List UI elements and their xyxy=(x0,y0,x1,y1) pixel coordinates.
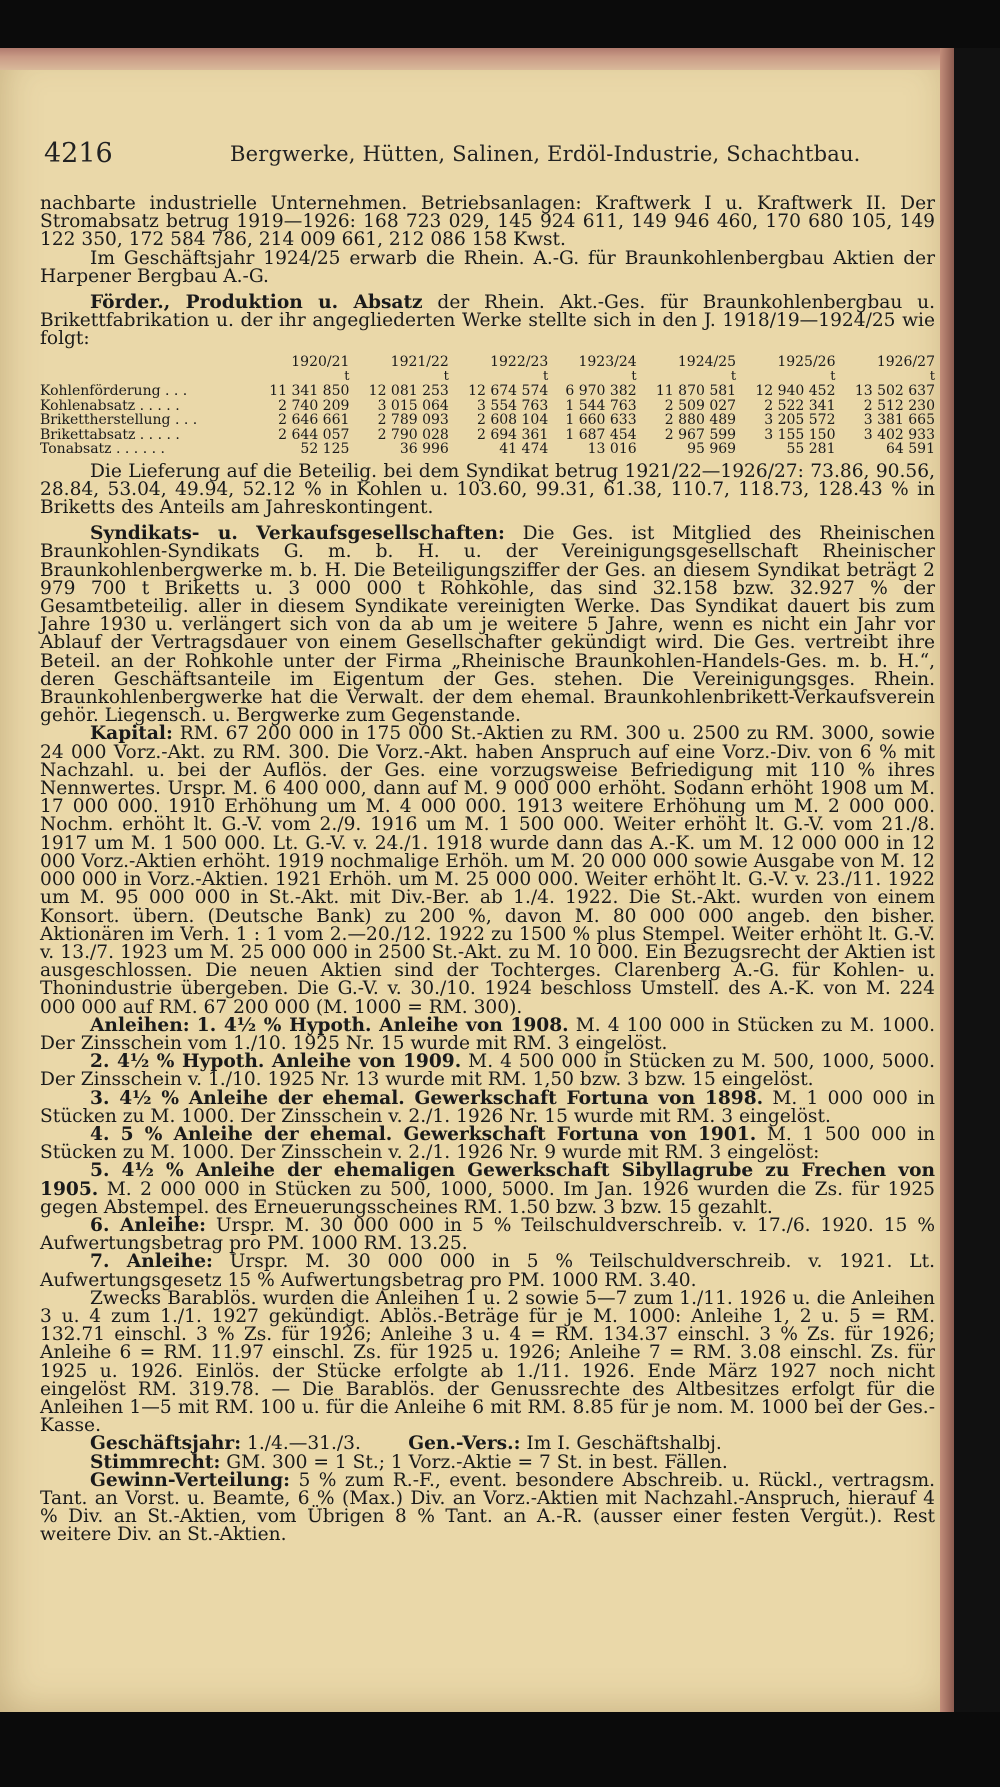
table-cell: 1 687 454 xyxy=(565,426,637,443)
gewinn-paragraph xyxy=(40,1469,935,1546)
table-cell: 13 016 xyxy=(587,441,637,458)
table-cell: 52 125 xyxy=(300,441,350,458)
kapital-text: RM. 67 200 000 in 175 000 St.-Aktien zu RM. 300 u. 2500 zu RM. 3000, sowie 24 000 Vorz.-Akt. zu RM. 300. Die Vorz.-Akt. haben Anspruch auf eine Vorz.-Div. von 6 % mit Nachzahl. u. bei der Auflös. der Ges. eine vorzugsweise Befriedigung mit 110 % ihres Nennwertes. Urspr. M. 6 400 000, dann auf M. 9 000 000 erhöht. Sodann erhöht 1908 um M. 17 000 000. 1910 Erhöhung um M. 4 000 000. 1913 weitere Erhöhung um M. 2 000 000. Nochm. erhöht lt. G.-V. vom 2./9. 1916 um M. 1 500 000. Weiter erhöht lt. G.-V. vom 21./8. 1917 um M. 1 500 000. Lt. G.-V. v. 24./1. 1918 wurde dann das A.-K. um M. 12 000 000 in 12 000 Vorz.-Aktien erhöht. 1919 nochmalige Erhöh. um M. 20 000 000 sowie Ausgabe von M. 12 000 000 in Vorz.-Aktien. 1921 Erhöh. um M. 25 000 000. Weiter erhöht lt. G.-V. v. 23./11. 1922 um M. 95 000 000 in St.-Akt. mit Div.-Ber. ab 1./4. 1922. Die St.-Akt. wurden von einem Konsort. übern. (Deutsche Bank) zu 200 %, davon M. 80 000 000 angeb. den bisher. Aktionären im Verh. 1 : 1 vom 2.—20./12. 1922 zu 1500 % plus Stempel. Weiter erhöht lt. G.-V. v. 13./7. 1923 um M. 25 000 000 in 2500 St.-Akt. zu M. 10 000. Ein Bezugsrecht der Aktien ist ausgeschlossen. Die neuen Aktien sind der Tochterges. Clarenberg A.-G. für Kohlen- u. Thonindustrie übergeben. Die G.-V. v. 30./10. 1924 beschloss Umstell. des A.-K. von M. 224 000 000 auf RM. 67 200 000 (M. 1000 = RM. 300). xyxy=(40,723,935,1018)
page-header xyxy=(44,138,924,172)
row-label: Tonabsatz . . . . . . xyxy=(40,441,165,458)
anleihe-5 xyxy=(40,1162,935,1217)
anleihe-1-text: M. 4 100 000 in Stücken zu M. 1000. Der Zinsschein vom 1./10. 1925 Nr. 15 wurde mit RM. 3 eingelöst. xyxy=(40,1014,935,1054)
stimmrecht-text: GM. 300 = 1 St.; 1 Vorz.-Aktie = 7 St. in best. Fällen. xyxy=(226,1451,728,1473)
unit-cell: t xyxy=(443,368,449,384)
table-cell: 3 205 572 xyxy=(764,412,836,429)
table-cell: 2 646 661 xyxy=(278,412,350,429)
anleihe-4-text: M. 1 500 000 in Stücken zu M. 1000. Der Zinsschein v. 2./1. 1926 Nr. 9 wurde mit RM. 3 eingelöst: xyxy=(40,1123,935,1164)
table-cell: 2 644 057 xyxy=(278,426,350,443)
table-cell: 6 970 382 xyxy=(565,383,637,400)
gewinn-text: 5 % zum R.-F., event. besondere Abschreib. u. Rückl., vertragsm. Tant. an Vorst. u. Beamte, 6 % (Max.) Div. an Vorz.-Aktien mit Nachzahl.-Anspruch, hierauf 4 % Div. an St.-Aktien, vom Übrigen 8 % Tant. an A.-R. (ausser einer festen Vergüt.). Rest weitere Div. an St.-Aktien. xyxy=(40,1469,935,1546)
table-cell: 3 155 150 xyxy=(764,426,836,443)
year-col-6: 1925/26 xyxy=(777,353,836,370)
table-cell: 2 512 230 xyxy=(863,397,935,414)
year-col-3: 1922/23 xyxy=(490,353,549,370)
syndikat-heading: Syndikats- u. Verkaufsgesellschaften: xyxy=(90,523,505,545)
anleihen-heading: Anleihen: xyxy=(90,1014,190,1036)
delivery-paragraph: Die Lieferung auf die Beteilig. bei dem Syndikat betrug 1921/22—1926/27: 73.86, 90.56, 28.84, 53.04, 49.94, 52.12 % in Kohlen u. 103.60, 99.31, 61.38, 110.7, 118.73, 128.43 % in Briketts des Anteils am Jahreskontingent. xyxy=(40,460,935,519)
unit-cell: t xyxy=(929,368,935,384)
table-row xyxy=(40,384,935,399)
year-col-2: 1921/22 xyxy=(390,353,449,370)
table-cell: 2 967 599 xyxy=(664,426,737,443)
genvers-heading: Gen.-Vers.: xyxy=(408,1433,521,1455)
table-cell: 3 015 064 xyxy=(377,397,449,414)
table-cell: 12 081 253 xyxy=(368,383,449,400)
kapital-heading: Kapital: xyxy=(90,723,173,745)
production-heading: Förder., Produktion u. Absatz xyxy=(90,292,423,314)
year-col-1: 1920/21 xyxy=(291,353,350,370)
table-cell: 2 509 027 xyxy=(664,397,737,414)
table-row xyxy=(40,413,935,428)
anleihe-6-head: 6. Anleihe: xyxy=(90,1214,207,1236)
scan-top-border xyxy=(0,0,1000,48)
table-cell: 1 544 763 xyxy=(565,397,637,414)
table-cell: 2 694 361 xyxy=(477,426,549,443)
gewinn-heading: Gewinn-Verteilung: xyxy=(90,1469,290,1491)
intro-paragraph: nachbarte industrielle Unternehmen. Betriebsanlagen: Kraftwerk I u. Kraftwerk II. Der Stromabsatz betrug 1919—1926: 168 723 029, 145 924 611, 149 946 460, 170 680 105, 149 122 350, 172 584 786, 214 009 661, 212 086 158 Kwst. xyxy=(40,193,935,251)
page-number: 4216 xyxy=(44,138,113,169)
year-col-4: 1923/24 xyxy=(578,353,637,370)
anleihe-7-text: Urspr. M. 30 000 000 in 5 % Teilschuldverschreib. v. 1921. Lt. Aufwertungsgesetz 15 % Aufwertungsbetrag pro PM. 1000 RM. 3.40. xyxy=(40,1251,935,1291)
stimmrecht-heading: Stimmrecht: xyxy=(90,1451,221,1473)
anleihe-2-head: 2. 4½ % Hypoth. Anleihe von 1909. xyxy=(90,1051,462,1073)
production-text: der Rhein. Akt.-Ges. für Braunkohlenbergbau u. Brikettfabrikation u. der ihr angegliederten Werke stellte sich in den J. 1918/19—1924/25 wie folgt: xyxy=(40,292,935,350)
anleihe-6-text: Urspr. M. 30 000 000 in 5 % Teilschuldverschreib. v. 17./6. 1920. 15 % Aufwertungsbetrag pro PM. 1000 RM. 13.25. xyxy=(40,1214,935,1255)
production-paragraph xyxy=(40,294,935,349)
row-label: Kohlenabsatz . . . . . xyxy=(40,397,180,414)
row-label: Brikettherstellung . . . xyxy=(40,412,198,429)
anleihe-4-head: 4. 5 % Anleihe der ehemal. Gewerkschaft Fortuna von 1901. xyxy=(90,1123,757,1145)
syndikat-text: Die Ges. ist Mitglied des Rheinischen Braunkohlen-Syndikats G. m. b. H. u. der Vereinigungsgesellschaft Rheinischer Braunkohlenbergwerke m. b. H. Die Beteiligungsziffer der Ges. an diesem Syndikat beträgt 2 979 700 t Briketts u. 3 000 000 t Rohkohle, das sind 32.158 bzw. 32.927 % der Gesamtbeteilig. aller in diesem Syndikate vereinigten Werke. Das Syndikat dauert bis zum Jahre 1930 u. verlängert sich von da ab um je weitere 5 Jahre, wenn es nicht ein Jahr vor Ablauf der Vertragsdauer von einem Gesellschafter gekündigt wird. Die Ges. vertreibt ihre Beteil. an der Rohkohle unter der Firma „Rheinische Braunkohlen-Handels-Ges. m. b. H.“, deren Geschäftsanteile im Eigentum der Ges. stehen. Die Vereinigungsges. Rhein. Braunkohlenbergwerke hat die Verwalt. der dem ehemal. Braunkohlenbrikett-Verkaufsverein gehör. Liegensch. u. Bergwerke zum Gegenstande. xyxy=(40,523,935,727)
page-edge-right xyxy=(940,48,954,1712)
table-cell: 41 474 xyxy=(499,441,549,458)
year-col-5: 1924/25 xyxy=(677,353,737,370)
table-cell: 13 502 637 xyxy=(854,383,935,400)
unit-cell: t xyxy=(730,368,737,384)
table-cell: 2 522 341 xyxy=(764,397,836,414)
table-cell: 2 880 489 xyxy=(664,412,737,429)
anleihe-6 xyxy=(40,1214,935,1255)
table-cell: 2 608 104 xyxy=(477,412,549,429)
row-label: Brikettabsatz . . . . . xyxy=(40,426,180,443)
table-cell: 12 674 574 xyxy=(468,383,549,400)
unit-cell: t xyxy=(543,368,549,384)
anleihe-7-head: 7. Anleihe: xyxy=(90,1251,213,1273)
table-cell: 1 660 633 xyxy=(565,412,637,429)
unit-cell: t xyxy=(344,368,350,384)
production-rows xyxy=(40,384,935,457)
running-head: Bergwerke, Hütten, Salinen, Erdöl-Industrie, Schachtbau. xyxy=(230,142,861,166)
year-col-7: 1926/27 xyxy=(876,353,935,370)
anleihe-2-text: M. 4 500 000 in Stücken zu M. 500, 1000, 5000. Der Zinsschein v. 1./10. 1925 Nr. 13 wurde mit RM. 1,50 bzw. 3 bzw. 15 eingelöst. xyxy=(40,1051,935,1091)
table-cell: 2 789 093 xyxy=(377,412,449,429)
anleihe-3-text: M. 1 000 000 in Stücken zu M. 1000. Der Zinsschein v. 2./1. 1926 Nr. 15 wurde mit RM. 3 eingelöst. xyxy=(40,1087,935,1127)
anleihe-5-head: 5. 4½ % Anleihe der ehemaligen Gewerkschaft Sibyllagrube zu Frechen von 1905. xyxy=(40,1160,935,1200)
anleihe-1 xyxy=(40,1014,935,1054)
table-row xyxy=(40,428,935,443)
ablosung-paragraph: Zwecks Barablös. wurden die Anleihen 1 u. 2 sowie 5—7 zum 1./11. 1926 u. die Anleihen 3 u. 4 zum 1./1. 1927 gekündigt. Ablös.-Beträge für je M. 1000: Anleihe 1, 2 u. 5 = RM. 132.71 einschl. 3 % Zs. für 1926; Anleihe 3 u. 4 = RM. 134.37 einschl. 3 % Zs. für 1926; Anleihe 6 = RM. 11.97 einschl. Zs. für 1925 u. 1926; Anleihe 7 = RM. 3.08 einschl. Zs. für 1925 u. 1926. Einlös. der Stücke erfolgte ab 1./11. 1926. Ende März 1927 noch nicht eingelöst RM. 319.78. — Die Barablös. der Genussrechte des Altbesitzes erfolgt für die Anleihen 1—5 mit RM. 100 u. für die Anleihe 6 mit RM. 8.85 für je nom. M. 1000 bei der Ges.-Kasse. xyxy=(40,1287,935,1437)
kapital-paragraph xyxy=(40,725,935,1016)
table-cell: 55 281 xyxy=(786,441,836,458)
unit-cell: t xyxy=(631,368,637,384)
scan-bottom-border xyxy=(0,1712,1000,1787)
geschaeftsjahr-heading: Geschäftsjahr: xyxy=(90,1433,242,1455)
table-unit-row xyxy=(40,370,935,385)
table-cell: 3 554 763 xyxy=(477,397,549,414)
page-edge-top xyxy=(0,48,950,70)
production-table xyxy=(40,355,935,457)
table-cell: 2 740 209 xyxy=(278,397,350,414)
table-cell: 2 790 028 xyxy=(377,426,449,443)
table-cell: 95 969 xyxy=(687,441,737,458)
anleihe-1-head: 1. 4½ % Hypoth. Anleihe von 1908. xyxy=(196,1014,569,1036)
anleihe-3-head: 3. 4½ % Anleihe der ehemal. Gewerkschaft Fortuna von 1898. xyxy=(90,1087,764,1109)
table-cell: 11 341 850 xyxy=(269,383,350,400)
table-cell: 12 940 452 xyxy=(755,383,836,400)
anleihe-2 xyxy=(40,1053,935,1089)
acquisition-paragraph: Im Geschäftsjahr 1924/25 erwarb die Rhein. A.-G. für Braunkohlenbergbau Aktien der Harpener Bergbau A.-G. xyxy=(40,247,935,287)
table-cell: 3 381 665 xyxy=(863,412,935,429)
table-cell: 3 402 933 xyxy=(863,426,935,443)
page-body xyxy=(40,195,935,1545)
table-row xyxy=(40,442,935,457)
table-header-row xyxy=(40,355,935,370)
table-cell: 36 996 xyxy=(399,441,449,458)
anleihe-4 xyxy=(40,1123,935,1164)
anleihe-3 xyxy=(40,1087,935,1127)
unit-cell: t xyxy=(830,368,836,384)
table-cell: 11 870 581 xyxy=(655,383,737,400)
geschaeftsjahr-text: 1./4.—31./3. xyxy=(247,1433,361,1455)
table-cell: 64 591 xyxy=(886,441,935,458)
anleihe-7 xyxy=(40,1253,935,1289)
anleihe-5-text: M. 2 000 000 in Stücken zu 500, 1000, 5000. Im Jan. 1926 wurden die Zs. für 1925 gegen Abstempel. des Erneuerungsscheines RM. 1.50 bzw. 3 bzw. 15 gezahlt. xyxy=(40,1178,935,1218)
row-label: Kohlenförderung . . . xyxy=(40,383,188,400)
table-row xyxy=(40,399,935,414)
syndikat-paragraph xyxy=(40,525,935,725)
genvers-text: Im I. Geschäftshalbj. xyxy=(526,1433,722,1455)
